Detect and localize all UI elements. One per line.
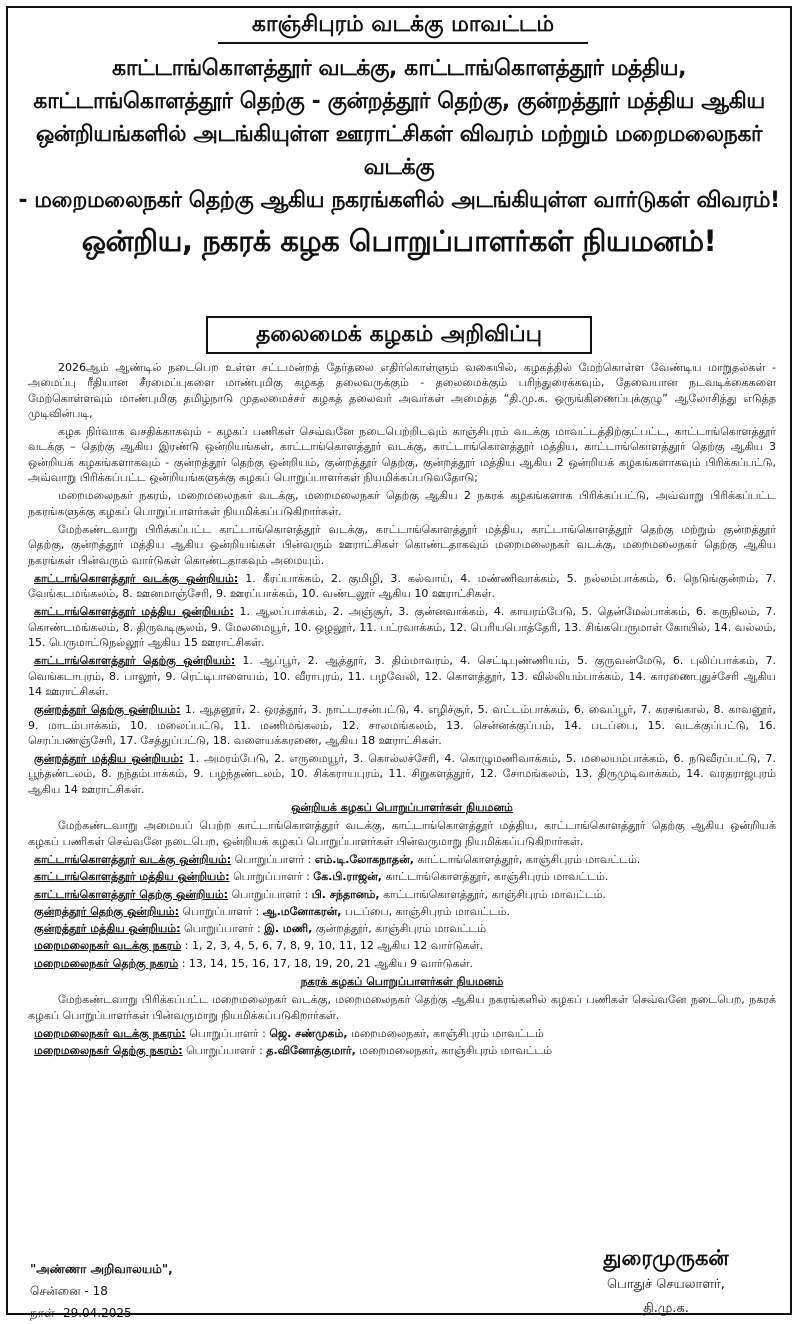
ward-list: : 13, 14, 15, 16, 17, 18, 19, 20, 21 ஆகிய 9 வார்டுகள்.	[178, 956, 473, 970]
section-heading-town: நகரக் கழகப் பொறுப்பாளர்கள் நியமனம்	[300, 974, 504, 988]
appointee-place: காட்டாங்கொளத்தூர், காஞ்சிபுரம் மாவட்டம்.	[379, 887, 606, 901]
appointee-name: பி. சந்தானம்,	[311, 887, 380, 901]
union-name: காட்டாங்கொளத்தூர் மத்திய ஒன்றியம்:	[34, 605, 234, 619]
appointee-place: குன்றத்தூர், காஞ்சிபுரம் மாவட்டம்	[312, 922, 487, 936]
paragraph: மேற்கண்டவாறு பிரிக்கப்பட்ட மறைமலைநகர் வடக்கு, மறைமலைநகர் தெற்கு ஆகிய நகரங்களில் கழகப் பணிகள் செவ்வனே நடைபெற, நகரக் கழகப் பொறுப்பாளர்கள் பின்வருமாறு நியமிக்கப்படுகிறார்கள்.	[28, 993, 776, 1022]
appointee-name: ஜெ. சண்முகம்,	[269, 1026, 348, 1040]
appointment-unit: மறைமலைநகர் வடக்கு நகரம்:	[34, 1026, 186, 1040]
union-villages: 1. அமரம்பேடு, 2. எருமையூர், 3. கொல்லச்சேரி, 4. கொழுமணிவாக்கம், 5. மலையம்பாக்கம், 6. நடுவீரப்பட்டு, 7. பூந்தண்டலம், 8. நந்தம்பாக்கம், 9. பழந்தண்டலம், 10. சிக்கராயபுரம், 11. சிறுகளத்தூர், 12. சோமங்கலம், 13. திருமுடிவாக்கம், 14. வரதராஜபுரம் ஆகிய 14 ஊராட்சிகள்.	[28, 752, 776, 796]
paragraph: மேற்கண்டவாறு பிரிக்கப்பட்ட காட்டாங்கொளத்தூர் வடக்கு, காட்டாங்கொளத்தூர் மத்திய, காட்டாங்கொளத்தூர் தெற்கு மற்றும் குன்றத்தூர் தெற்கு, குன்றத்தூர் மத்திய ஆகிய ஒன்றியங்கள் பின்வரும் ஊராட்சிகள் கொண்டதாகவும் மறைமலைநகர் வடக்கு, மறைமலைநகர் தெற்கு ஆகிய நகரங்கள் பின்வரும் வார்டுகள் கொண்டதாகவும் அமையும்.	[28, 522, 776, 567]
union-villages: 1. ஆலப்பாக்கம், 2. அஞ்சூர், 3. குன்னவாக்கம், 4. காயரம்பேடு, 5. தென்மேல்பாக்கம், 6. கருநிலம், 7. கொண்டமங்கலம், 8. திருவடிசூலம், 9. மேலமையூர், 10. ஒழலூர், 11. பட்ரவாக்கம், 12. பெரியபொத்தேரி, 13. சிங்கபெருமாள் கோயில், 14. வல்லம், 15. பெருமாட்டுநல்லூர் ஆகிய 15 ஊராட்சிகள்.	[28, 605, 776, 650]
union-entry	[28, 702, 776, 748]
appointment-role: பொறுப்பாளர் :	[229, 870, 314, 884]
headline	[18, 52, 780, 217]
ward-list: : 1, 2, 3, 4, 5, 6, 7, 8, 9, 10, 11, 12 ஆகிய 12 வார்டுகள்.	[181, 939, 484, 953]
notice-body	[28, 360, 776, 1060]
town-name: மறைமலைநகர் தெற்கு நகரம்	[34, 956, 179, 970]
address-line: சென்னை - 18	[30, 1284, 108, 1298]
ward-entry	[28, 938, 776, 953]
signatory-name: துரைமுருகன்	[603, 1246, 729, 1270]
appointment-entry	[28, 904, 776, 919]
union-entry	[28, 571, 776, 602]
union-name: குன்றத்தூர் தெற்கு ஒன்றியம்:	[34, 703, 181, 717]
footer-address	[30, 1258, 173, 1324]
appointment-role: பொறுப்பாளர் :	[182, 1044, 267, 1058]
union-name: காட்டாங்கொளத்தூர் தெற்கு ஒன்றியம்:	[34, 654, 236, 668]
appointee-place: மறைமலைநகர், காஞ்சிபுரம் மாவட்டம்	[355, 1044, 553, 1058]
signature-block	[586, 1246, 746, 1321]
union-entry	[28, 751, 776, 797]
appointment-unit: குன்றத்தூர் மத்திய ஒன்றியம்:	[34, 922, 181, 936]
headline-line: - மறைமலைநகர் தெற்கு ஆகிய நகரங்களில் அடங்கியுள்ள வார்டுகள் விவரம்!	[18, 188, 780, 213]
appointment-role: பொறுப்பாளர் :	[185, 1026, 270, 1040]
appointment-role: பொறுப்பாளர் :	[178, 904, 263, 918]
town-name: மறைமலைநகர் வடக்கு நகரம்	[34, 939, 182, 953]
appointment-unit: காட்டாங்கொளத்தூர் தெற்கு ஒன்றியம்:	[34, 887, 229, 901]
appointment-role: பொறுப்பாளர் :	[231, 852, 315, 866]
appointment-unit: காட்டாங்கொளத்தூர் மத்திய ஒன்றியம்:	[34, 870, 230, 884]
date-line: நாள்- 29.04.2025	[30, 1306, 132, 1320]
union-villages: 1. கீரப்பாக்கம், 2. குமிழி, 3. கல்வாய், 4. மண்ணிவாக்கம், 5. நல்லம்பாக்கம், 6. நெடுங்குன்றம், 7. வேங்கடமங்கலம், 8. ஊனமாஞ்சேரி, 9. ஊரப்பாக்கம், 10. வண்டலூர் ஆகிய 10 ஊராட்சிகள்.	[28, 571, 776, 601]
appointee-name: த.வினோத்குமார்,	[266, 1044, 356, 1058]
appointee-place: படப்பை, காஞ்சிபுரம் மாவட்டம்.	[341, 904, 511, 918]
notice-page	[6, 6, 792, 1320]
appointee-name: ஆ.மனோகரன்,	[262, 904, 342, 918]
appointment-entry	[28, 1043, 776, 1058]
appointment-role: பொறுப்பாளர் :	[228, 887, 312, 901]
district-title: காஞ்சிபுரம் வடக்கு மாவட்டம்	[218, 12, 588, 44]
union-name: காட்டாங்கொளத்தூர் வடக்கு ஒன்றியம்:	[34, 571, 239, 585]
signatory-designation: பொதுச் செயலாளர்,	[607, 1277, 725, 1292]
headline-line: ஒன்றியங்களில் அடங்கியுள்ள ஊராட்சிகள் விவரம் மற்றும் மறைமலைநகர் வடக்கு	[35, 122, 763, 180]
headline-main: ஒன்றிய, நகரக் கழக பொறுப்பாளர்கள் நியமனம்!	[81, 224, 717, 258]
appointee-name: கே.பி.ராஜன்,	[313, 870, 382, 884]
appointment-unit: மறைமலைநகர் தெற்கு நகரம்:	[34, 1044, 183, 1058]
notice-title: தலைமைக் கழகம் அறிவிப்பு	[206, 316, 592, 354]
union-villages: 1. ஆதனூர், 2. ஒரத்தூர், 3. நாட்டரசன்பட்டு, 4. எழிச்சூர், 5. வட்டம்பாக்கம், 6. வைப்பூர், 7. கரசங்கால், 8. காவனூர், 9. மாடம்பாக்கம், 10. மலைப்பட்டு, 11. மணிமங்கலம், 12. சாலமங்கலம், 13. சென்னக்குப்பம், 14. படப்பை, 15. வடக்குப்பட்டு, 16. செரப்பணஞ்சேரி, 17. சேத்துப்பட்டு, 18. வளையக்கரணை, ஆகிய 18 ஊராட்சிகள்.	[28, 703, 777, 747]
appointee-place: காட்டாங்கொளத்தூர், காஞ்சிபுரம் மாவட்டம்.	[381, 870, 609, 884]
appointee-place: மறைமலைநகர், காஞ்சிபுரம் மாவட்டம்	[347, 1026, 544, 1040]
appointment-entry	[28, 921, 776, 936]
union-entry	[28, 653, 776, 699]
appointment-entry	[28, 887, 776, 902]
address-line: "அண்ணா அறிவாலயம்",	[30, 1262, 173, 1276]
appointee-name: இ. மணி,	[264, 922, 313, 936]
paragraph: கழக நிர்வாக வசதிக்காகவும் - கழகப் பணிகள் செவ்வனே நடைபெற்றிடவும் காஞ்சிபுரம் வடக்கு மாவட்டத்திற்குட்பட்ட, காட்டாங்கொளத்தூர் வடக்கு – தெற்கு ஆகிய இரண்டு ஒன்றியங்கள், காட்டாங்கொளத்தூர் வடக்கு, காட்டாங்கொளத்தூர் மத்திய, காட்டாங்கொளத்தூர் தெற்கு ஆகிய 3 ஒன்றியக் கழகங்களாகவும் - குன்றத்தூர் தெற்கு ஒன்றியம், குன்றத்தூர் தெற்கு, குன்றத்தூர் மத்திய ஆகிய 2 ஒன்றியக் கழகங்களாகவும் பிரிக்கப்பட்டு, அவ்வாறு பிரிக்கப்பட்ட ஒன்றியங்களுக்கு கழகப் பொறுப்பாளர்கள் நியமிக்கப்படுவதோடு;	[28, 425, 776, 485]
appointment-unit: காட்டாங்கொளத்தூர் வடக்கு ஒன்றியம்:	[34, 852, 232, 866]
headline-line: காட்டாங்கொளத்தூர் வடக்கு, காட்டாங்கொளத்தூர் மத்திய,	[111, 56, 687, 81]
appointment-entry	[28, 852, 776, 867]
appointee-place: காட்டாங்கொளத்தூர், காஞ்சிபுரம் மாவட்டம்.	[413, 852, 641, 866]
ward-entry	[28, 956, 776, 971]
union-entry	[28, 604, 776, 650]
appointment-unit: குன்றத்தூர் தெற்கு ஒன்றியம்:	[34, 904, 179, 918]
appointment-entry	[28, 869, 776, 884]
appointment-role: பொறுப்பாளர் :	[180, 922, 265, 936]
union-name: குன்றத்தூர் மத்திய ஒன்றியம்:	[34, 752, 184, 766]
headline-line: காட்டாங்கொளத்தூர் தெற்கு - குன்றத்தூர் தெற்கு, குன்றத்தூர் மத்திய ஆகிய	[33, 89, 765, 114]
paragraph: மேற்கண்டவாறு அமையப் பெற்ற காட்டாங்கொளத்தூர் வடக்கு, காட்டாங்கொளத்தூர் மத்திய, காட்டாங்கொளத்தூர் தெற்கு ஆகிய ஒன்றியக் கழகப் பணிகள் செவ்வனே நடைபெற, ஒன்றியக் கழகப் பொறுப்பாளர்கள் பின்வருமாறு நியமிக்கப்படுகிறார்கள்.	[28, 819, 776, 848]
section-heading-union: ஒன்றியக் கழகப் பொறுப்பாளர்கள் நியமனம்	[291, 801, 513, 815]
appointee-name: எம்.டி.லோகநாதன்,	[314, 852, 414, 866]
paragraph: மறைமலைநகர் நகரம், மறைமலைநகர் வடக்கு, மறைமலைநகர் தெற்கு ஆகிய 2 நகரக் கழகங்களாக பிரிக்கப்பட்டு, அவ்வாறு பிரிக்கப்பட்ட நகரங்களுக்கு கழகப் பொறுப்பாளர்கள் நியமிக்கப்படுகிறார்கள்.	[28, 489, 776, 518]
party-name: தி.மு.க.	[643, 1301, 689, 1316]
appointment-entry	[28, 1026, 776, 1041]
paragraph: 2026ஆம் ஆண்டில் நடைபெற உள்ள சட்டமன்றத் தேர்தலை எதிர்கொள்ளும் வகையில், கழகத்தில் மேற்கொள்ள வேண்டிய மாறுதல்கள் - அமைப்பு ரீதியான சீரமைப்புகளை மாண்புமிகு கழகத் தலைவருக்கும் - தலைமைக்கும் பரிந்துரைக்கவும், தேவையான நடவடிக்கைகளை மேற்கொள்ளவும் மாண்புமிகு தமிழ்நாடு முதலமைச்சர் கழகத் தலைவர் அவர்கள் அமைத்த “தி.மு.க. ஒருங்கிணைப்புக்குழு” ஆலோசித்து எடுத்த முடிவின்படி,	[28, 361, 776, 420]
union-villages: 1. ஆப்பூர், 2. ஆத்தூர், 3. திம்மாவரம், 4. செட்டிபுண்ணியம், 5. குருவன்மேடு, 6. புலிப்பாக்கம், 7. வெங்கடாபுரம், 8. பாலூர், 9. ரெட்டிபாளையம், 10. வீராபுரம், 11. பழவேலி, 12. கொளத்தூர், 13. வில்லியம்பாக்கம், 14. காரணைபுதுச்சேரி ஆகிய 14 ஊராட்சிகள்.	[28, 654, 776, 698]
